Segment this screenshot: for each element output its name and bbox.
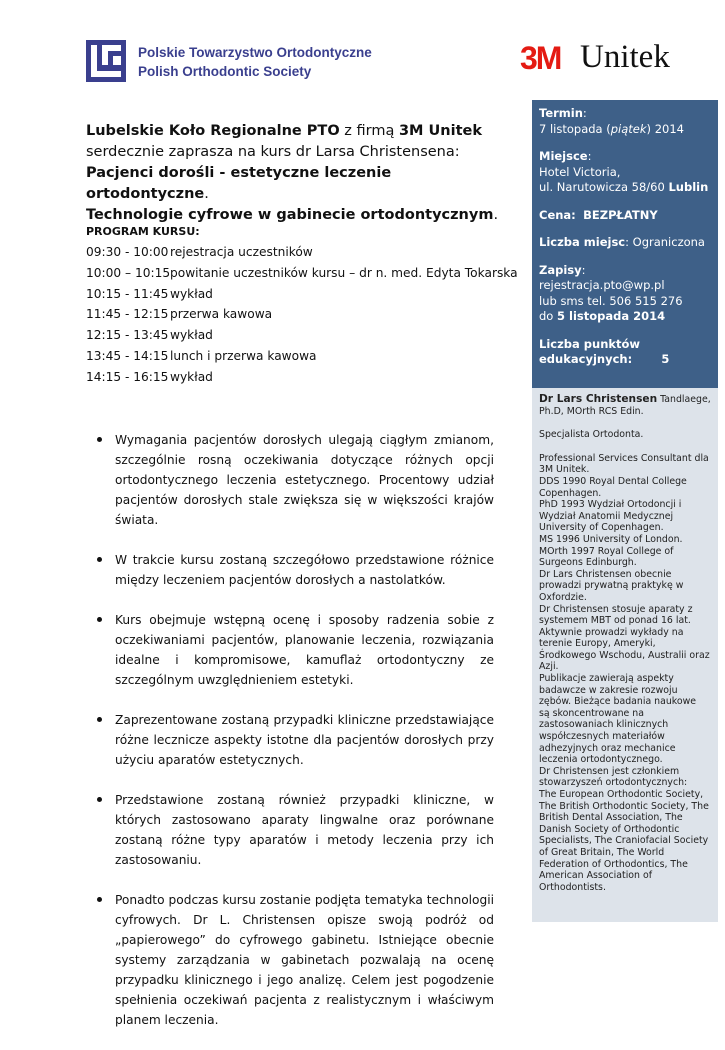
list-item bbox=[96, 890, 494, 1030]
pto-name bbox=[138, 43, 372, 81]
list-item-text: Przedstawione zostaną również przypadki kliniczne, w których zastosowano aparaty lingwalne oraz porównane zostaną różne typy aparatów i metody leczenia przy ich zastosowaniu. bbox=[115, 793, 494, 867]
list-item-text: Ponadto podczas kursu zostanie podjęta tematyka technologii cyfrowych. Dr L. Christensen opisze swoją podróż od „papierowego” do cyfrowego gabinetu. Istniejące obecnie systemy zarządzania w gabinetach pozwalają na ocenę przypadku klinicznego i jego analizę. Celem jest pogodzenie spełnienia oczekiwań pacjenta z realistycznym i właściwym planem leczenia. bbox=[115, 893, 494, 1027]
course-description-list bbox=[96, 430, 494, 1050]
bio-line: Azji. bbox=[539, 661, 559, 673]
liczba-miejsc-block: Liczba miejsc: Ograniczona bbox=[539, 235, 705, 249]
bio-line: są skoncentrowane na bbox=[539, 707, 644, 719]
intro-invite: serdecznie zaprasza na kurs dr Larsa Christensena: bbox=[86, 144, 460, 160]
cena-label: Cena: bbox=[539, 207, 576, 222]
course-title-line2: Technologie cyfrowe w gabinecie ortodontycznym bbox=[86, 207, 494, 223]
bullet-dot-icon bbox=[97, 617, 102, 622]
punkty-label-line2: edukacyjnych: bbox=[539, 352, 633, 366]
program-event: wykład bbox=[170, 328, 213, 343]
bio-line: Środkowego Wschodu, Australii oraz bbox=[539, 649, 710, 661]
pto-name-en: Polish Orthodontic Society bbox=[138, 64, 312, 79]
program-time: 13:45 - 14:15 bbox=[86, 348, 169, 363]
bio-line: MS 1996 University of London. bbox=[539, 533, 683, 545]
bio-line: Publikacje zawierają aspekty bbox=[539, 673, 674, 685]
zapisy-do: do bbox=[539, 309, 557, 323]
program-time: 12:15 - 13:45 bbox=[86, 328, 169, 343]
program-event: lunch i przerwa kawowa bbox=[170, 348, 317, 363]
program-row bbox=[86, 328, 516, 349]
bio-line: Oxfordzie. bbox=[539, 591, 587, 603]
bio-line: American Association of bbox=[539, 870, 652, 882]
zapisy-block: Zapisy: rejestracja.pto@wp.pl lub sms tel. 506 515 276 do 5 listopada 2014 bbox=[539, 263, 718, 325]
bio-line: Danish Society of Orthodontic bbox=[539, 823, 680, 835]
miejsce-line2: ul. Narutowicza 58/60 bbox=[539, 180, 669, 194]
intro-paragraph: Lubelskie Koło Regionalne PTO z firmą 3M Unitek serdecznie zaprasza na kurs dr Larsa Christensena: Pacjenci dorośli - estetyczne leczenie ortodontyczne. Technologie cyfrowe w gabinecie ortodontycznym. bbox=[86, 123, 499, 223]
cena-block bbox=[539, 208, 718, 224]
termin-date: 7 listopada ( bbox=[539, 121, 611, 136]
program-row bbox=[86, 266, 516, 287]
program-row bbox=[86, 307, 516, 328]
pto-name-pl: Polskie Towarzystwo Ortodontyczne bbox=[138, 45, 372, 60]
bio-line: Orthodontists. bbox=[539, 881, 606, 893]
miejsce-line1: Hotel Victoria, bbox=[539, 164, 621, 179]
punkty-block bbox=[539, 337, 718, 368]
program-event: wykład bbox=[170, 286, 213, 301]
program-row bbox=[86, 287, 516, 308]
speaker-name: Dr Lars Christensen bbox=[539, 393, 658, 405]
termin-year: ) 2014 bbox=[646, 121, 684, 136]
liczba-miejsc-label: Liczba miejsc bbox=[539, 235, 626, 249]
course-title-line1: Pacjenci dorośli - estetyczne leczenie ortodontyczne bbox=[86, 165, 392, 202]
miejsce-city: Lublin bbox=[668, 180, 709, 194]
program-time: 10:15 - 11:45 bbox=[86, 286, 169, 301]
program-event: rejestracja uczestników bbox=[170, 245, 313, 259]
speaker-title-line1: Tandlaege, bbox=[657, 394, 711, 405]
list-item-text: Kurs obejmuje wstępną ocenę i sposoby radzenia sobie z oczekiwaniami pacjentów, planowanie leczenia, rozwiązania idealne i kompromisowe, kamuflaż ortodontyczny ze szczególnym uwzględnieniem estetyki. bbox=[115, 613, 494, 687]
bio-line: badawcze w zakresie rozwoju bbox=[539, 684, 678, 696]
logo-3m-mark: 3M bbox=[520, 40, 561, 76]
list-item-text: Wymagania pacjentów dorosłych ulegają ciągłym zmianom, szczególnie rosną oczekiwania dotyczące różnych opcji ortodontycznego leczenia estetycznego. Procentowy udział pacjentów dorosłych stale zwiększa się w większości krajów świata. bbox=[115, 433, 494, 527]
bio-line: University of Copenhagen. bbox=[539, 522, 664, 534]
bio-line: The British Orthodontic Society, The bbox=[539, 800, 709, 812]
intro-org: Lubelskie Koło Regionalne PTO bbox=[86, 123, 340, 139]
speaker-bio-text bbox=[539, 453, 712, 894]
speaker-bio-panel bbox=[532, 388, 718, 922]
bio-line: stowarzyszeń ortodontycznych: bbox=[539, 777, 688, 789]
bio-line: Professional Services Consultant dla bbox=[539, 452, 709, 464]
bio-line: Aktywnie prowadzi wykłady na bbox=[539, 626, 684, 638]
bio-line: Surgeons Edinburgh. bbox=[539, 557, 637, 569]
speaker-title-line2: Ph.D, MOrth RCS Edin. bbox=[539, 405, 644, 417]
program-row bbox=[86, 245, 516, 266]
bio-line: The European Orthodontic Society, bbox=[539, 789, 704, 800]
bullet-dot-icon bbox=[97, 557, 102, 562]
bio-line: adhezyjnych oraz mechanice bbox=[539, 742, 676, 754]
zapisy-email[interactable]: rejestracja.pto@wp.pl bbox=[539, 278, 665, 292]
intro-company: 3M Unitek bbox=[398, 123, 482, 139]
bio-line: prowadzi prywatną praktykę w bbox=[539, 580, 684, 592]
3m-unitek-logo bbox=[520, 40, 700, 76]
list-item bbox=[96, 430, 494, 530]
pto-logo bbox=[86, 40, 386, 90]
bullet-dot-icon bbox=[97, 897, 102, 902]
bio-line: leczenia ortodontycznego. bbox=[539, 754, 663, 766]
punkty-value: 5 bbox=[661, 352, 670, 366]
bio-line: Federation of Orthodontics, The bbox=[539, 858, 688, 870]
bio-line: współczesnych materiałów bbox=[539, 731, 665, 743]
program-row bbox=[86, 370, 516, 391]
bio-line: terenie Europy, Ameryki, bbox=[539, 638, 656, 650]
zapisy-deadline: 5 listopada 2014 bbox=[557, 309, 666, 323]
list-item bbox=[96, 790, 494, 870]
bio-line: Copenhagen. bbox=[539, 487, 602, 499]
program-heading: PROGRAM KURSU: bbox=[86, 225, 200, 238]
list-item-text: W trakcie kursu zostaną szczegółowo przedstawione różnice między leczeniem pacjentów dorosłych a nastolatków. bbox=[115, 553, 494, 587]
zapisy-label: Zapisy bbox=[539, 262, 582, 277]
program-event: powitanie uczestników kursu – dr n. med. Edyta Tokarska bbox=[170, 265, 518, 280]
termin-day: piątek bbox=[610, 121, 647, 136]
punkty-label-line1: Liczba punktów bbox=[539, 336, 641, 351]
termin-block: Termin: 7 listopada (piątek) 2014 bbox=[539, 106, 684, 136]
cena-value: BEZPŁATNY bbox=[583, 207, 658, 222]
program-time: 10:00 – 10:15 bbox=[86, 265, 171, 280]
miejsce-label: Miejsce bbox=[539, 149, 588, 163]
list-item bbox=[96, 610, 494, 690]
pto-emblem-icon bbox=[86, 40, 126, 82]
bio-line: of Great Britain, The World bbox=[539, 846, 665, 858]
program-event: przerwa kawowa bbox=[170, 307, 273, 322]
zapisy-sms: lub sms tel. 506 515 276 bbox=[539, 293, 683, 308]
bio-line: PhD 1993 Wydział Ortodoncji i bbox=[539, 499, 682, 511]
program-schedule bbox=[86, 245, 516, 391]
bio-line: zastosowaniach klinicznych bbox=[539, 719, 669, 731]
bio-line: zębów. Bieżące badania naukowe bbox=[539, 696, 697, 708]
bio-line: Dr Lars Christensen obecnie bbox=[539, 568, 672, 580]
bio-line: 3M Unitek. bbox=[539, 464, 590, 476]
program-row bbox=[86, 349, 516, 370]
bio-line: MOrth 1997 Royal College of bbox=[539, 545, 674, 557]
list-item bbox=[96, 710, 494, 770]
bullet-dot-icon bbox=[97, 717, 102, 722]
bio-line: systemem MBT od ponad 16 lat. bbox=[539, 615, 691, 627]
bio-line: DDS 1990 Royal Dental College bbox=[539, 475, 687, 487]
program-time: 09:30 - 10:00 bbox=[86, 245, 169, 259]
program-event: wykład bbox=[170, 369, 213, 384]
logo-unitek-text: Unitek bbox=[580, 39, 670, 75]
program-time: 14:15 - 16:15 bbox=[86, 369, 169, 384]
bio-line: British Dental Association, The bbox=[539, 812, 683, 824]
liczba-miejsc-value: Ograniczona bbox=[632, 235, 705, 249]
intro-with: z firmą bbox=[339, 123, 399, 139]
bio-line: Wydział Anatomii Medycznej bbox=[539, 510, 674, 522]
bio-line: Dr Christensen jest członkiem bbox=[539, 765, 680, 777]
bio-line: Specialists, The Craniofacial Society bbox=[539, 835, 709, 847]
event-info-panel bbox=[532, 100, 718, 388]
program-time: 11:45 - 12:15 bbox=[86, 307, 169, 322]
bio-line: Dr Christensen stosuje aparaty z bbox=[539, 603, 693, 615]
bullet-dot-icon bbox=[97, 797, 102, 802]
list-item-text: Zaprezentowane zostaną przypadki kliniczne przedstawiające różne lecznicze aspekty istotne dla pacjentów dorosłych przy użyciu aparatów estetycznych. bbox=[115, 713, 494, 767]
bullet-dot-icon bbox=[97, 437, 102, 442]
speaker-specialty: Specjalista Ortodonta. bbox=[539, 429, 644, 441]
miejsce-block: Miejsce: Hotel Victoria, ul. Narutowicza 58/60 Lublin bbox=[539, 149, 718, 196]
list-item bbox=[96, 550, 494, 590]
termin-label: Termin bbox=[539, 106, 583, 120]
